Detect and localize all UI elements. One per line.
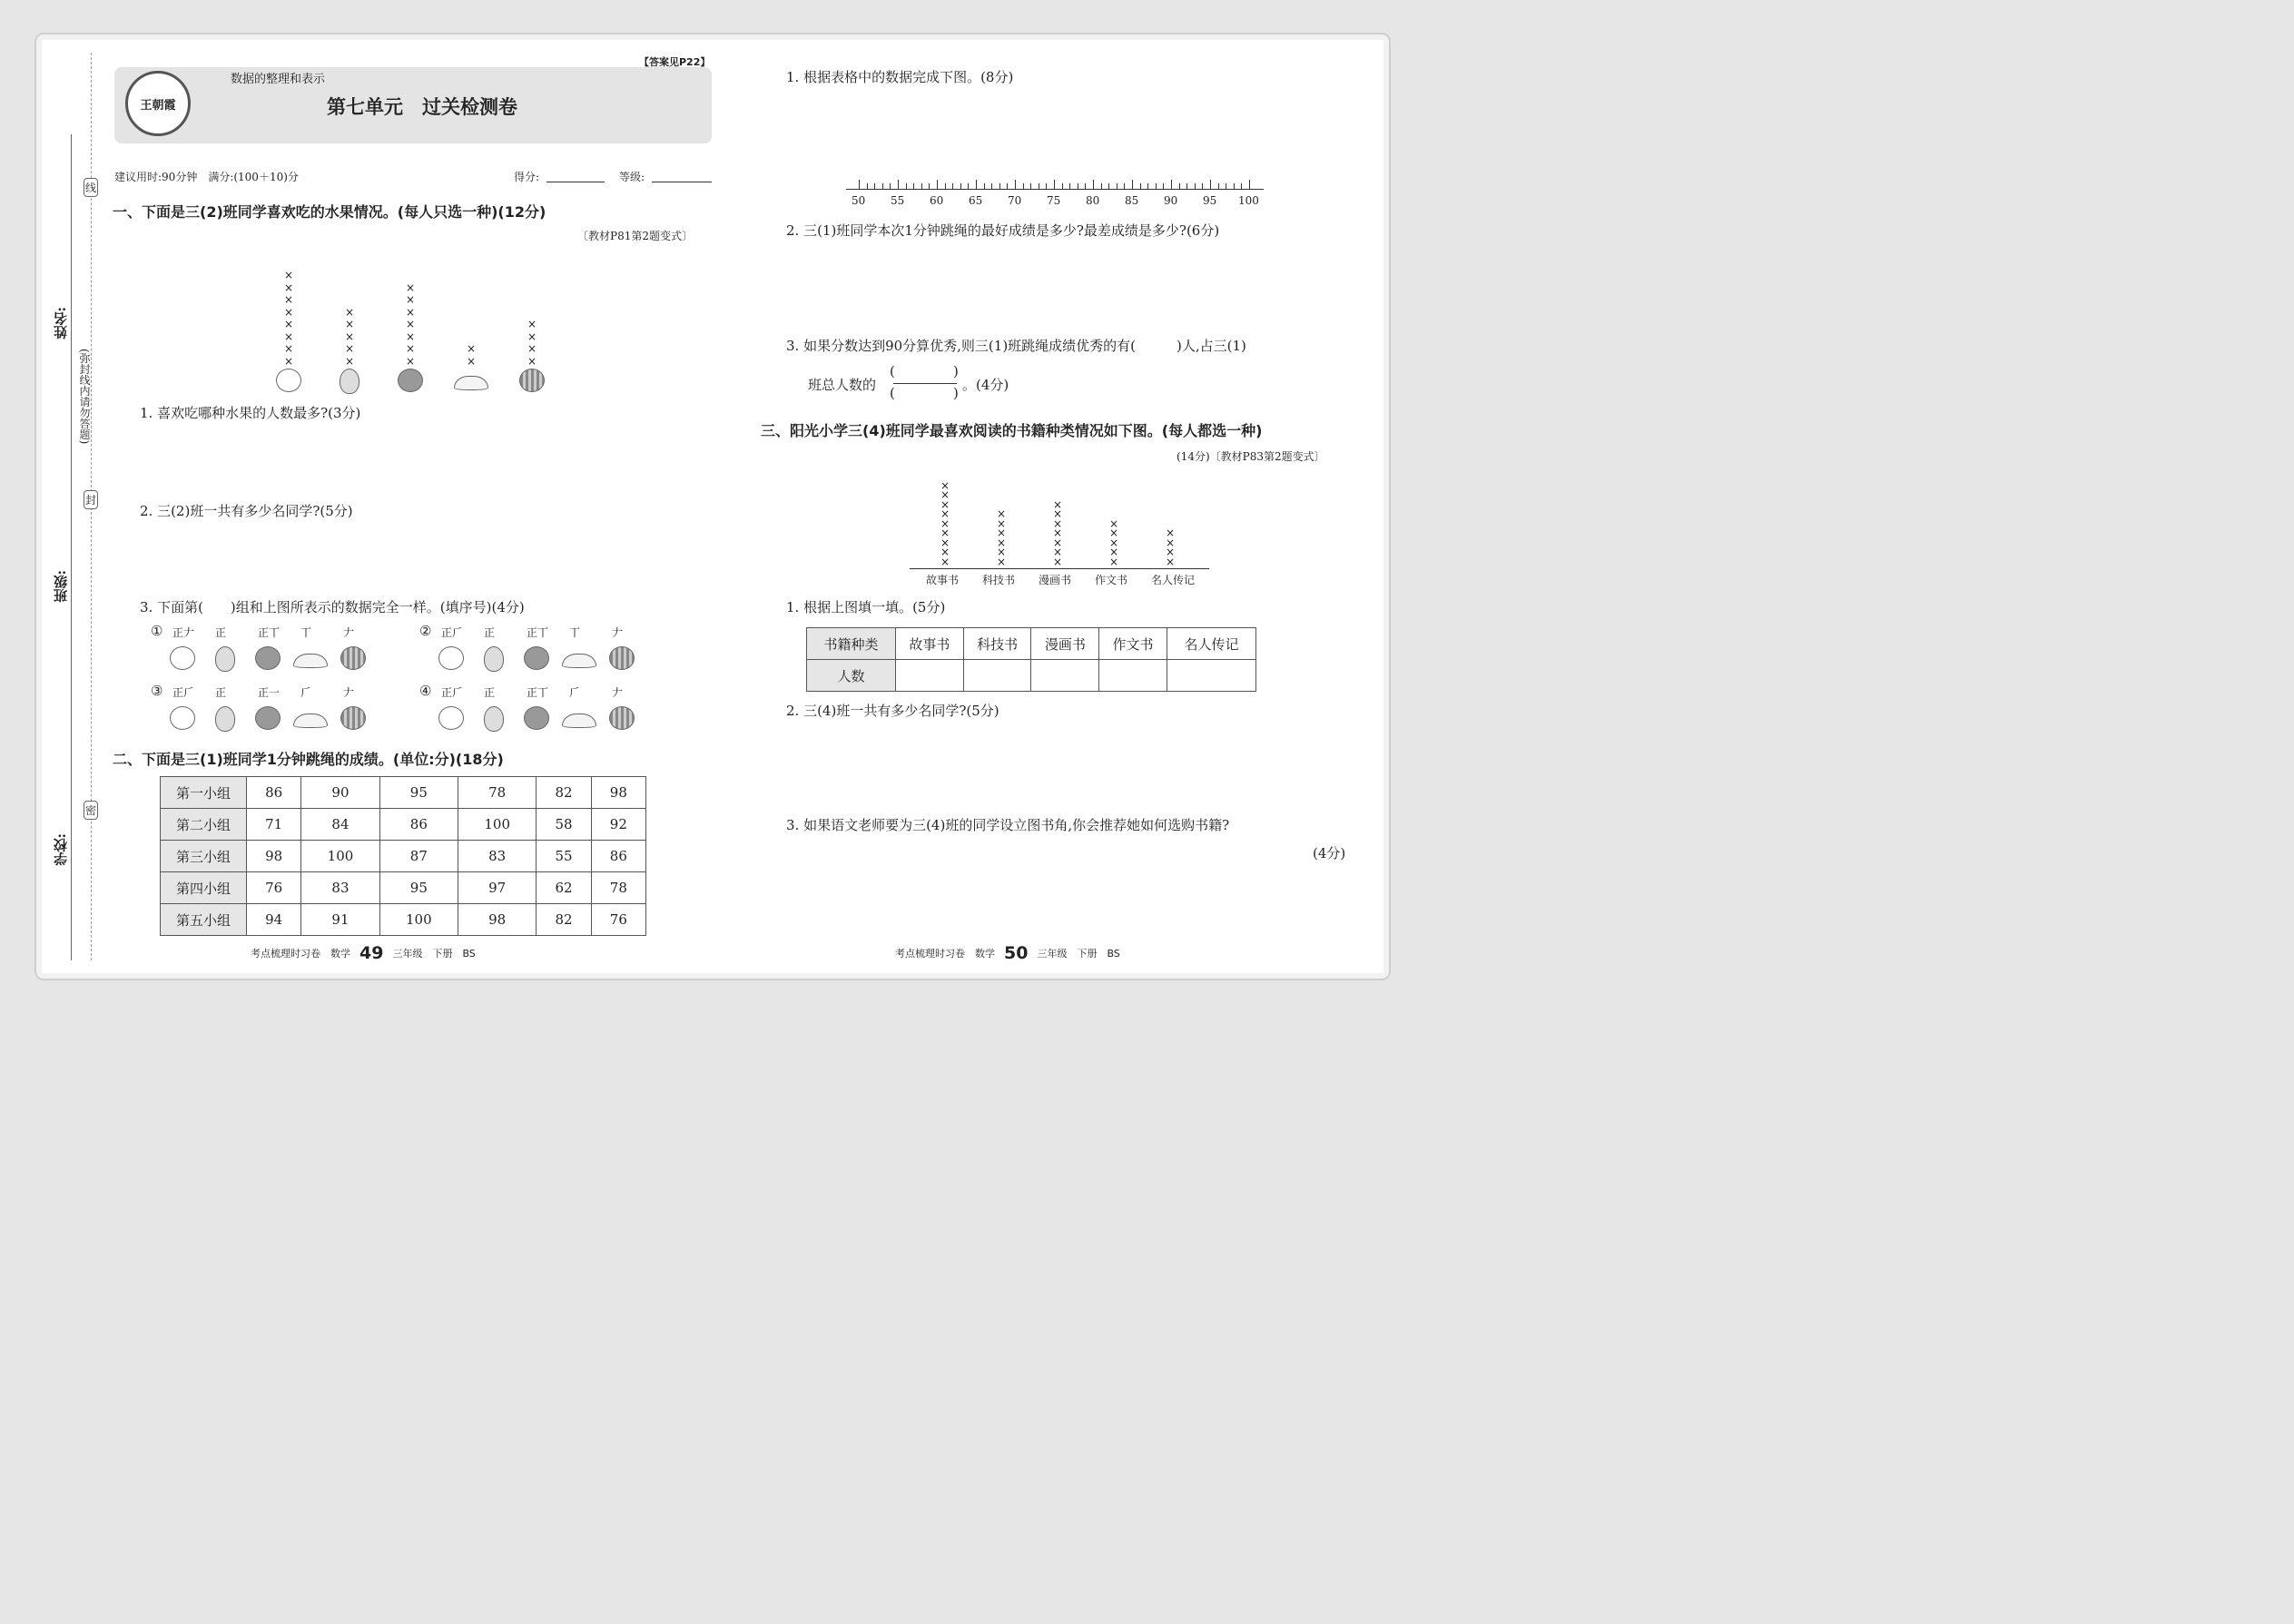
book-x-mark: ×	[997, 546, 1007, 558]
number-line-label: 65	[969, 194, 983, 207]
number-line-label: 55	[891, 194, 905, 207]
book-category-cell: 漫画书	[1031, 628, 1099, 660]
number-line-label: 60	[930, 194, 944, 207]
number-line-tick	[1163, 183, 1164, 189]
banana-icon	[293, 714, 328, 728]
peach-icon	[524, 646, 549, 670]
table-row-head: 人数	[807, 660, 896, 692]
book-x-mark: ×	[1109, 546, 1119, 558]
number-line-tick	[937, 180, 938, 189]
score-cell: 95	[379, 777, 458, 809]
score-cell: 83	[458, 841, 537, 872]
book-category-cell: 故事书	[896, 628, 964, 660]
book-x-mark: ×	[1053, 546, 1063, 558]
s2-question2: 2. 三(1)班同学本次1分钟跳绳的最好成绩是多少?最差成绩是多少?(6分)	[786, 222, 1220, 239]
tally-mark: 丅	[300, 626, 312, 639]
number-line-tick	[1202, 183, 1203, 189]
score-cell: 95	[379, 872, 458, 904]
book-category-cell: 名人传记	[1167, 628, 1255, 660]
number-line-label: 80	[1086, 194, 1100, 207]
number-line-tick	[945, 183, 946, 189]
tally-mark: 𠂇	[612, 626, 624, 639]
s3-question3: 3. 如果语文老师要为三(4)班的同学设立图书角,你会推荐她如何选购书籍?	[786, 817, 1230, 833]
score-cell: 78	[591, 872, 645, 904]
book-x-mark: ×	[940, 497, 950, 511]
number-line-label: 90	[1164, 194, 1178, 207]
secret-marker: 密	[84, 801, 98, 820]
footer-left	[251, 943, 476, 963]
score-cell: 78	[458, 777, 537, 809]
number-line-tick	[1234, 183, 1235, 189]
fruit-x-mark: ×	[406, 330, 416, 343]
tally-mark: 正一	[258, 686, 281, 699]
score-cell: 100	[458, 809, 537, 841]
book-x-mark: ×	[1166, 536, 1176, 549]
book-x-mark: ×	[1053, 555, 1063, 568]
footer-right	[895, 943, 1120, 963]
book-x-mark: ×	[940, 517, 950, 530]
fruit-x-mark: ×	[284, 318, 294, 330]
pear-icon	[484, 646, 504, 672]
book-x-mark: ×	[1109, 527, 1119, 539]
book-category-cell: 作文书	[1099, 628, 1167, 660]
score-cell: 97	[458, 872, 537, 904]
number-line-tick	[1108, 183, 1109, 189]
number-line-tick	[1171, 180, 1172, 189]
section1-title: 一、下面是三(2)班同学喜欢吃的水果情况。(每人只选一种)(12分)	[113, 203, 546, 221]
binding-solid-line	[71, 134, 72, 960]
number-line-tick	[1085, 183, 1086, 189]
score-cell: 90	[301, 777, 379, 809]
group-name: 第二小组	[161, 809, 247, 841]
fruit-x-mark: ×	[467, 354, 477, 368]
fruit-x-mark: ×	[284, 330, 294, 343]
tally-mark: 正𠂆	[441, 686, 464, 699]
number-line-tick	[1195, 183, 1196, 189]
logo-text: 王朝霞	[140, 98, 176, 113]
score-cell: 58	[537, 809, 591, 841]
score-cell: 76	[591, 904, 645, 936]
number-line-tick	[906, 183, 907, 189]
banana-icon	[293, 654, 328, 668]
table-row	[161, 872, 646, 904]
fruit-x-mark: ×	[527, 330, 537, 343]
fruit-x-mark: ×	[345, 330, 355, 343]
section2-title: 二、下面是三(1)班同学1分钟跳绳的成绩。(单位:分)(18分)	[113, 751, 504, 768]
count-blank-cell[interactable]	[1099, 660, 1167, 692]
score-cell: 82	[537, 777, 591, 809]
number-line-tick	[968, 183, 969, 189]
tally-mark: 正	[484, 686, 496, 699]
fruit-x-mark: ×	[284, 293, 294, 306]
score-cell: 82	[537, 904, 591, 936]
table-head-cell: 书籍种类	[807, 628, 896, 660]
tally-options	[151, 623, 665, 736]
fruit-x-mark: ×	[406, 281, 416, 294]
score-cell: 83	[301, 872, 379, 904]
banana-icon	[562, 714, 596, 728]
book-x-mark: ×	[997, 507, 1007, 520]
tally-mark: 𠂆	[300, 686, 312, 699]
score-cell: 100	[379, 904, 458, 936]
book-x-mark: ×	[1166, 546, 1176, 558]
logo-seal	[125, 71, 191, 136]
fruit-x-mark: ×	[345, 354, 355, 368]
score-label: 得分:	[514, 171, 540, 183]
grade-label: 等级:	[619, 171, 645, 183]
tally-mark: 正	[484, 626, 496, 639]
score-cell: 100	[301, 841, 379, 872]
tally-mark: 𠂇	[343, 626, 355, 639]
s2-question3: 3. 如果分数达到90分算优秀,则三(1)班跳绳成绩优秀的有( )人,占三(1)	[786, 338, 1246, 354]
no-answer-note: (弥封线内请勿答题)	[78, 349, 91, 445]
tally-mark: 正	[215, 686, 227, 699]
fruit-x-mark: ×	[406, 354, 416, 368]
number-line-tick	[1140, 183, 1141, 189]
number-line-tick	[1030, 183, 1031, 189]
tally-mark: 正𠂆	[172, 686, 195, 699]
score-cell: 86	[591, 841, 645, 872]
number-line-tick	[929, 183, 930, 189]
number-line-tick	[1093, 180, 1094, 189]
number-line-tick	[952, 183, 953, 189]
book-x-mark: ×	[1053, 497, 1063, 511]
book-x-mark: ×	[940, 536, 950, 549]
rope-score-table	[160, 776, 646, 936]
apple-icon	[276, 369, 301, 392]
topic-label: 数据的整理和表示	[231, 73, 326, 86]
number-line-tick	[867, 183, 868, 189]
section3-title: 三、阳光小学三(4)班同学最喜欢阅读的书籍种类情况如下图。(每人都选一种)	[761, 422, 1263, 439]
apple-icon	[170, 646, 195, 670]
tally-mark: 正丅	[527, 626, 549, 639]
score-cell: 87	[379, 841, 458, 872]
line-marker: 线	[84, 178, 98, 197]
book-x-mark: ×	[940, 546, 950, 558]
name-label: 姓名:	[53, 307, 69, 340]
number-line-label: 100	[1238, 194, 1259, 207]
group-name: 第五小组	[161, 904, 247, 936]
book-x-mark: ×	[940, 527, 950, 539]
tally-mark: 𠂆	[569, 686, 581, 699]
apple-icon	[170, 706, 195, 730]
fruit-x-mark: ×	[284, 342, 294, 355]
peach-icon	[398, 369, 423, 392]
footer-right-prefix: 考点梳理时习卷 数学	[895, 948, 995, 960]
number-line-tick	[1186, 183, 1187, 189]
class-label: 班级:	[53, 570, 69, 603]
s3-answer2-area[interactable]	[786, 724, 1358, 806]
number-line-tick	[1241, 183, 1242, 189]
footer-left-prefix: 考点梳理时习卷 数学	[251, 948, 350, 960]
number-line-tick	[1147, 183, 1148, 189]
pear-icon	[215, 646, 235, 672]
book-x-mark: ×	[1166, 527, 1176, 539]
number-line-tick	[999, 183, 1000, 189]
fruit-x-mark: ×	[527, 318, 537, 330]
peach-icon	[524, 706, 549, 730]
book-x-mark: ×	[997, 517, 1007, 530]
option-label[interactable]: ③	[151, 683, 163, 699]
number-line-tick	[1249, 180, 1250, 189]
tally-mark: 正丅	[258, 626, 281, 639]
number-line-tick	[921, 183, 922, 189]
fruit-x-mark: ×	[284, 305, 294, 319]
section1-source: 〔教材P81第2题变式〕	[577, 230, 693, 242]
number-line-tick	[1054, 180, 1055, 189]
number-line-tick	[1007, 183, 1008, 189]
number-line-tick	[859, 180, 860, 189]
book-x-mark: ×	[997, 555, 1007, 568]
table-row	[161, 841, 646, 872]
book-x-mark: ×	[1053, 536, 1063, 549]
tally-mark: 正	[215, 626, 227, 639]
fruit-x-mark: ×	[284, 354, 294, 368]
page-number-left: 49	[359, 943, 384, 963]
fruit-x-mark: ×	[345, 318, 355, 330]
number-line-tick	[913, 183, 914, 189]
tally-mark: 正𠂇	[172, 626, 195, 639]
number-line-tick	[882, 183, 883, 189]
page-number-right: 50	[1004, 943, 1029, 963]
table-row	[807, 660, 1256, 692]
book-x-mark: ×	[940, 507, 950, 520]
score-cell: 71	[247, 809, 301, 841]
book-chart-baseline	[910, 568, 1209, 569]
pear-icon	[484, 706, 504, 732]
page-title: 第七单元 过关检测卷	[327, 96, 517, 118]
score-cell: 98	[458, 904, 537, 936]
book-x-mark: ×	[940, 478, 950, 492]
option-label[interactable]: ①	[151, 623, 163, 639]
fruit-x-mark: ×	[345, 342, 355, 355]
section3-source: (14分)〔教材P83第2题变式〕	[1177, 450, 1325, 463]
score-cell: 94	[247, 904, 301, 936]
fruit-x-mark: ×	[345, 305, 355, 319]
score-number-line	[846, 171, 1273, 216]
number-line-label: 70	[1008, 194, 1022, 207]
number-line-tick	[1069, 183, 1070, 189]
number-line-axis	[846, 189, 1264, 190]
s1-question3: 3. 下面第( )组和上图所表示的数据完全一样。(填序号)(4分)	[140, 599, 525, 615]
number-line-tick	[984, 183, 985, 189]
s1-answer1-area[interactable]	[140, 427, 712, 490]
book-x-mark: ×	[997, 527, 1007, 539]
banana-icon	[562, 654, 596, 668]
seal-marker: 封	[84, 490, 98, 509]
book-category-label: 故事书	[926, 574, 960, 586]
book-chart	[910, 474, 1209, 592]
table-row	[161, 904, 646, 936]
count-blank-cell[interactable]	[896, 660, 964, 692]
score-cell: 76	[247, 872, 301, 904]
tally-mark: 𠂇	[612, 686, 624, 699]
book-x-mark: ×	[1166, 555, 1176, 568]
fruit-x-mark: ×	[406, 305, 416, 319]
fruit-x-mark: ×	[527, 354, 537, 368]
footer-left-suffix: 三年级 下册 BS	[392, 948, 476, 960]
pear-icon	[215, 706, 235, 732]
score-cell: 84	[301, 809, 379, 841]
group-name: 第一小组	[161, 777, 247, 809]
number-line-tick	[1210, 180, 1211, 189]
fruit-x-mark: ×	[284, 281, 294, 294]
group-name: 第三小组	[161, 841, 247, 872]
number-line-tick	[1046, 183, 1047, 189]
score-cell: 91	[301, 904, 379, 936]
number-line-tick	[874, 183, 875, 189]
number-line-tick	[1124, 183, 1125, 189]
score-cell: 62	[537, 872, 591, 904]
s1-question1: 1. 喜欢吃哪种水果的人数最多?(3分)	[140, 405, 361, 421]
book-category-label: 漫画书	[1039, 574, 1072, 586]
book-x-mark: ×	[1109, 536, 1119, 549]
number-line-tick	[1062, 183, 1063, 189]
s2-question3-suffix: 。(4分)	[962, 377, 1009, 393]
banana-icon	[454, 376, 488, 390]
number-line-tick	[1179, 183, 1180, 189]
number-line-label: 75	[1047, 194, 1061, 207]
time-and-full-score: 建议用时:90分钟 满分:(100＋10)分	[114, 171, 299, 183]
book-x-mark: ×	[1053, 517, 1063, 530]
tally-mark: 正𠂆	[441, 626, 464, 639]
exam-sheet	[34, 33, 1391, 980]
apple-icon	[438, 706, 464, 730]
book-category-label: 名人传记	[1151, 574, 1196, 586]
book-x-mark: ×	[997, 536, 1007, 549]
number-line-tick	[1132, 180, 1133, 189]
count-blank-cell[interactable]	[963, 660, 1031, 692]
fruit-x-mark: ×	[284, 269, 294, 281]
score-cell: 55	[537, 841, 591, 872]
s2-question3-fraction-prefix: 班总人数的	[808, 377, 877, 393]
book-fill-table	[806, 627, 1256, 692]
book-x-mark: ×	[940, 555, 950, 568]
number-line-tick	[898, 180, 899, 189]
count-blank-cell[interactable]	[1031, 660, 1099, 692]
answer-reference: 【答案见P22】	[639, 56, 711, 68]
melon-icon	[340, 646, 366, 670]
fruit-chart	[260, 252, 568, 398]
score-cell: 86	[379, 809, 458, 841]
melon-icon	[340, 706, 366, 730]
group-name: 第四小组	[161, 872, 247, 904]
number-line-tick	[960, 183, 961, 189]
s3-question1: 1. 根据上图填一填。(5分)	[786, 599, 946, 615]
footer-right-suffix: 三年级 下册 BS	[1037, 948, 1120, 960]
number-line-tick	[1023, 183, 1024, 189]
table-row	[161, 777, 646, 809]
book-x-mark: ×	[1109, 517, 1119, 530]
score-cell: 98	[591, 777, 645, 809]
fraction-blank[interactable]: ( ) ( )	[890, 363, 959, 401]
s1-answer2-area[interactable]	[140, 525, 712, 588]
pear-icon	[340, 369, 359, 394]
fruit-x-mark: ×	[406, 342, 416, 355]
peach-icon	[255, 646, 281, 670]
number-line-label: 95	[1203, 194, 1217, 207]
number-line-tick	[1156, 183, 1157, 189]
option-label[interactable]: ②	[419, 623, 432, 639]
score-cell: 86	[247, 777, 301, 809]
s1-question2: 2. 三(2)班一共有多少名同学?(5分)	[140, 503, 353, 519]
book-x-mark: ×	[1109, 555, 1119, 568]
book-category-cell: 科技书	[963, 628, 1031, 660]
school-label: 学校:	[53, 833, 69, 866]
tally-mark: 丅	[569, 626, 581, 639]
fruit-x-mark: ×	[406, 318, 416, 330]
s2-question1: 1. 根据表格中的数据完成下图。(8分)	[786, 69, 1014, 85]
number-line-tick	[1015, 180, 1016, 189]
apple-icon	[438, 646, 464, 670]
melon-icon	[609, 706, 635, 730]
melon-icon	[519, 369, 545, 392]
number-line-label: 85	[1125, 194, 1139, 207]
number-line-tick	[1218, 183, 1219, 189]
number-line-label: 50	[852, 194, 866, 207]
book-x-mark: ×	[1053, 507, 1063, 520]
number-line-tick	[1101, 183, 1102, 189]
number-line-tick	[890, 183, 891, 189]
tally-mark: 正丅	[527, 686, 549, 699]
book-category-label: 作文书	[1095, 574, 1128, 586]
score-cell: 98	[247, 841, 301, 872]
book-x-mark: ×	[940, 488, 950, 501]
s3-question2: 2. 三(4)班一共有多少名同学?(5分)	[786, 703, 999, 719]
fruit-x-mark: ×	[527, 342, 537, 355]
s2-answer2-area[interactable]	[786, 245, 1358, 327]
count-blank-cell[interactable]	[1167, 660, 1255, 692]
number-line-plot-area[interactable]	[846, 89, 1264, 180]
table-row	[161, 809, 646, 841]
option-label[interactable]: ④	[419, 683, 432, 699]
score-cell: 92	[591, 809, 645, 841]
s3-question3-score: (4分)	[1313, 845, 1346, 861]
book-category-label: 科技书	[982, 574, 1016, 586]
fruit-x-mark: ×	[467, 342, 477, 355]
s3-answer3-area[interactable]	[786, 868, 1358, 931]
book-x-mark: ×	[1053, 527, 1063, 539]
number-line-tick	[991, 183, 992, 189]
melon-icon	[609, 646, 635, 670]
tally-mark: 𠂇	[343, 686, 355, 699]
peach-icon	[255, 706, 281, 730]
fruit-x-mark: ×	[406, 293, 416, 306]
number-line-tick	[976, 180, 977, 189]
table-row	[807, 628, 1256, 660]
